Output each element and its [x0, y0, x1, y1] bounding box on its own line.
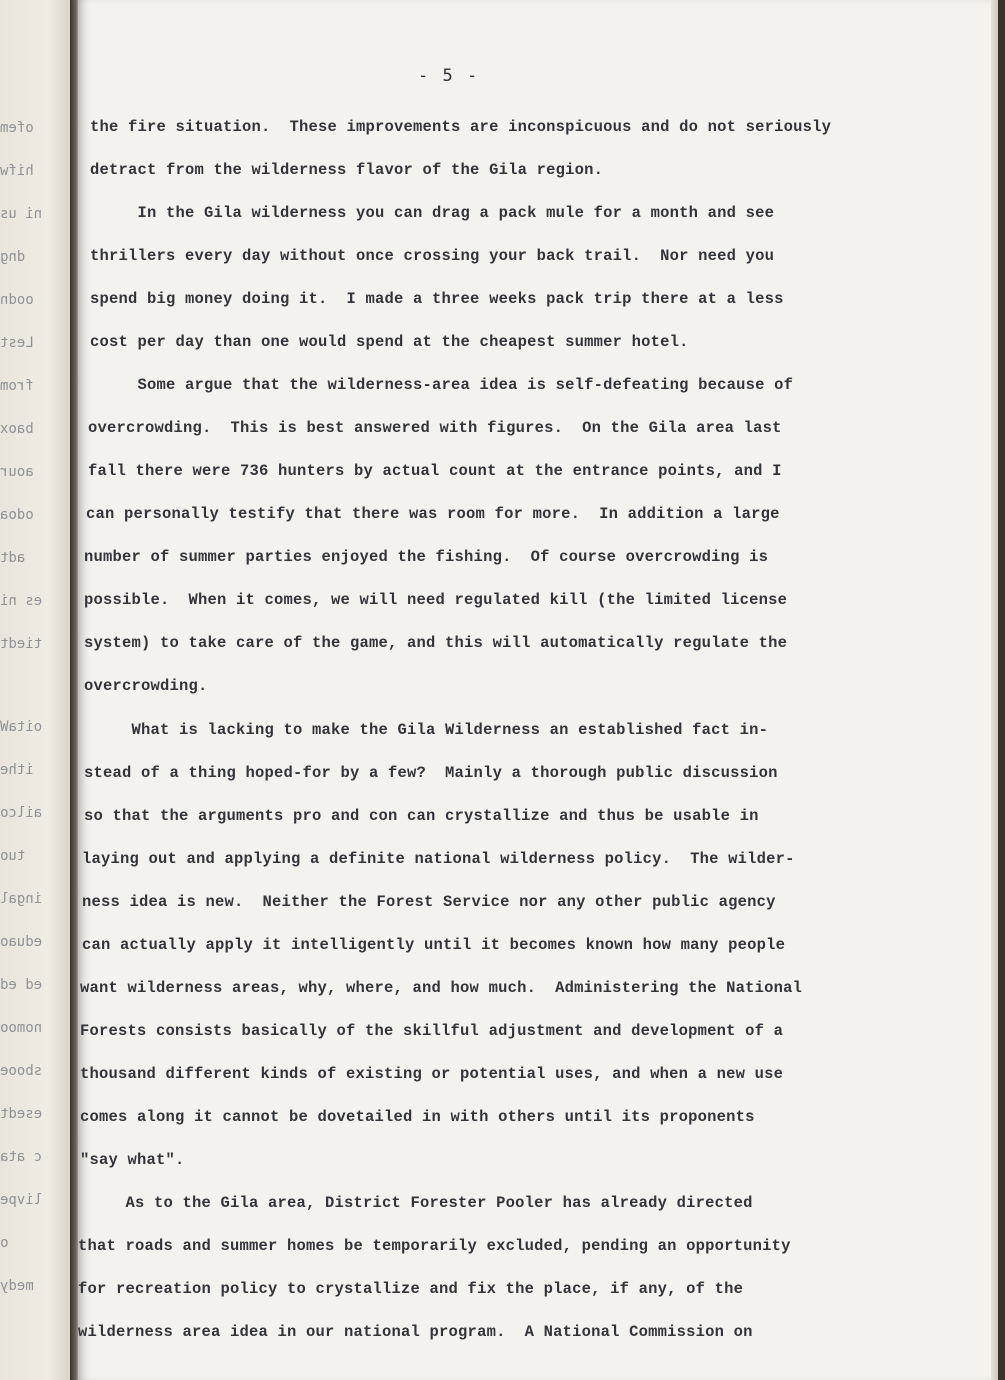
facing-page-fragment: sbooe — [0, 1063, 43, 1079]
facing-page-fragment: baox — [0, 421, 34, 437]
text-line: can actually apply it intelligently until it becomes known how many people — [82, 936, 786, 954]
facing-page-fragment: nomoo — [0, 1020, 43, 1036]
facing-page-fragment: odoa — [0, 507, 34, 523]
facing-page-fragment: adt — [0, 550, 26, 566]
facing-page-fragment: oitaW — [0, 719, 43, 735]
text-line: "say what". — [80, 1151, 185, 1169]
facing-page — [0, 0, 72, 1380]
text-line: can personally testify that there was room for more. In addition a large — [86, 505, 780, 523]
facing-page-fragment: ed ed — [0, 977, 43, 993]
text-line: for recreation policy to crystallize and fix the place, if any, of the — [78, 1280, 744, 1298]
text-line: ness idea is new. Neither the Forest Service nor any other public agency — [82, 893, 776, 911]
text-line: cost per day than one would spend at the cheapest summer hotel. — [90, 333, 689, 351]
text-line: number of summer parties enjoyed the fishing. Of course overcrowding is — [84, 548, 769, 566]
text-line: possible. When it comes, we will need regulated kill (the limited license — [84, 591, 788, 609]
facing-page-fragment: dng — [0, 249, 26, 265]
text-line: stead of a thing hoped-for by a few? Mainly a thorough public discussion — [84, 764, 778, 782]
text-line: comes along it cannot be dovetailed in with others until its proponents — [80, 1108, 755, 1126]
facing-page-fragment: esedt — [0, 1106, 43, 1122]
page-number: - 5 - — [418, 66, 480, 86]
facing-page-fragment: livpe — [0, 1192, 43, 1208]
facing-page-fragment: ingal — [0, 891, 43, 907]
text-line: system) to take care of the game, and this will automatically regulate the — [84, 634, 788, 652]
text-line: so that the arguments pro and con can crystallize and thus be usable in — [84, 807, 759, 825]
facing-page-fragment: medy — [0, 1278, 34, 1294]
page-edge — [991, 0, 998, 1380]
typewritten-page — [78, 0, 998, 1380]
text-line: that roads and summer homes be temporarily excluded, pending an opportunity — [78, 1237, 791, 1255]
facing-page-fragment: es ni — [0, 593, 43, 609]
text-line: detract from the wilderness flavor of the Gila region. — [90, 161, 604, 179]
facing-page-fragment: from — [0, 378, 34, 394]
text-line: want wilderness areas, why, where, and how much. Administering the National — [80, 979, 803, 997]
facing-page-fragment: aour — [0, 464, 34, 480]
text-line: fall there were 736 hunters by actual count at the entrance points, and I — [88, 462, 782, 480]
facing-page-fragment: hifw — [0, 163, 34, 179]
text-line: Some argue that the wilderness-area idea is self-defeating because of — [90, 376, 794, 394]
text-line: the fire situation. These improvements are inconspicuous and do not seriously — [90, 118, 832, 136]
facing-page-fragment: tiedt — [0, 636, 43, 652]
facing-page-fragment: eduao — [0, 934, 43, 950]
text-line: Forests consists basically of the skillful adjustment and development of a — [80, 1022, 784, 1040]
text-line: laying out and applying a definite national wilderness policy. The wilder- — [82, 850, 795, 868]
facing-page-fragment: ofem — [0, 120, 34, 136]
text-line: What is lacking to make the Gila Wilderness an established fact in- — [84, 721, 769, 739]
text-line: As to the Gila area, District Forester Pooler has already directed — [78, 1194, 753, 1212]
text-line: overcrowding. This is best answered with figures. On the Gila area last — [88, 419, 782, 437]
text-line: overcrowding. — [84, 677, 208, 695]
text-line: wilderness area idea in our national program. A National Commission on — [78, 1323, 753, 1341]
facing-page-fragment: c ata — [0, 1149, 43, 1165]
text-line: In the Gila wilderness you can drag a pack mule for a month and see — [90, 204, 775, 222]
text-line: thousand different kinds of existing or potential uses, and when a new use — [80, 1065, 784, 1083]
text-line: thrillers every day without once crossing your back trail. Nor need you — [90, 247, 775, 265]
text-line: spend big money doing it. I made a three weeks pack trip there at a less — [90, 290, 784, 308]
facing-page-fragment: ithe — [0, 762, 34, 778]
facing-page-fragment: ailco — [0, 805, 43, 821]
facing-page-fragment: tuo — [0, 848, 26, 864]
facing-page-fragment: Lest — [0, 335, 34, 351]
facing-page-fragment: ni us — [0, 206, 43, 222]
facing-page-fragment: o — [0, 1235, 9, 1251]
facing-page-fragment: oodn — [0, 292, 34, 308]
